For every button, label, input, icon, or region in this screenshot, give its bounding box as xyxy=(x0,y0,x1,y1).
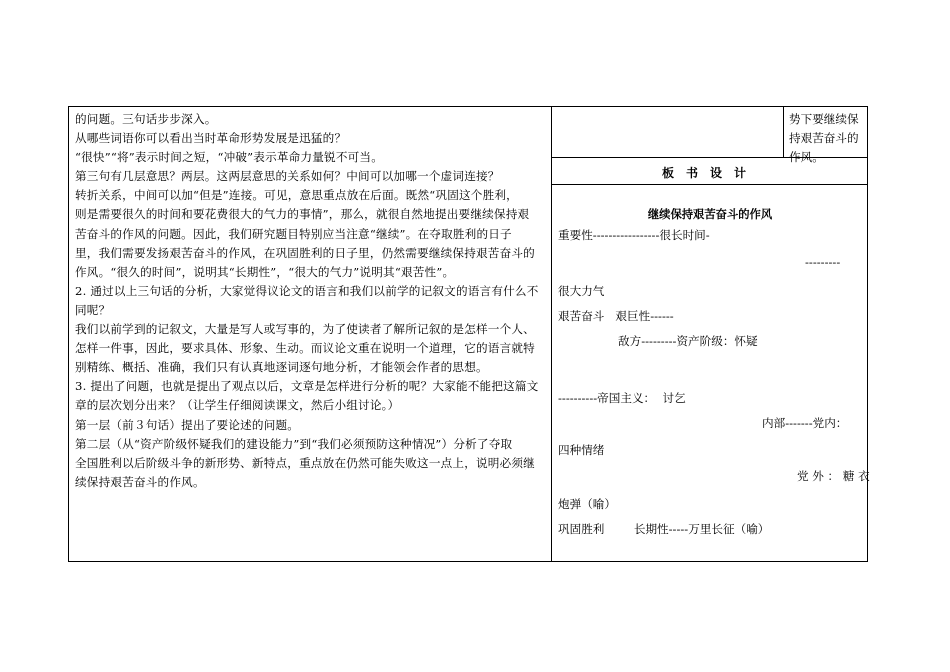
lesson-line: 别精练、概括、准确，我们只有认真地逐词逐句地分析，才能领会作者的思想。 xyxy=(75,360,488,375)
lesson-line: 续保持艰苦奋斗的作风。 xyxy=(75,474,205,489)
row-divider-2 xyxy=(552,184,868,185)
lesson-notes xyxy=(75,110,545,492)
lesson-line: 作风。“很久的时间”，说明其“长期性”，“很大的气力”说明其“艰苦性”。 xyxy=(75,264,455,279)
board-title: 继续保持艰苦奋斗的作风 xyxy=(647,208,773,221)
lesson-line: “很快”“将”表示时间之短，“冲破”表示革命力量锐不可当。 xyxy=(75,150,384,165)
lesson-line: 怎样一件事，因此，要求具体、形象、生动。而议论文重在说明一个道理，它的语言就特 xyxy=(75,341,535,356)
right-top-cell xyxy=(789,110,865,167)
board-line-1: 重要性-----------------很长时间- xyxy=(558,228,710,242)
lesson-line: 我们以前学到的记叙文，大量是写人或写事的，为了使读者了解所记叙的是怎样一个人、 xyxy=(75,322,535,337)
lesson-line: 苦奋斗的作风的问题。因此，我们研究题目特别应当注意“继续”。在夺取胜利的日子 xyxy=(75,226,512,241)
lesson-line: 第一层（前３句话）提出了要论述的问题。 xyxy=(75,417,300,432)
lesson-line: 里，我们需要发扬艰苦奋斗的作风，在巩固胜利的日子里，仍然需要继续保持艰苦奋斗的 xyxy=(75,245,535,260)
board-line-11: 巩固胜利 长期性-----万里长征（喻） xyxy=(558,522,770,536)
lesson-line: 全国胜利以后阶级斗争的新形势、新特点，重点放在仍然可能失败这一点上，说明必须继 xyxy=(75,455,535,470)
board-line-3: 很大力气 xyxy=(558,284,605,298)
lesson-line: 则是需要很久的时间和要花费很大的气力的事情”，那么，就很自然地提出要继续保持艰 xyxy=(75,207,530,222)
board-heading: 板书设计 xyxy=(661,166,758,180)
lesson-line: 同呢？ xyxy=(75,302,111,317)
lesson-line: 第三句有几层意思？两层。这两层意思的关系如何？中间可以加哪一个虚词连接？ xyxy=(75,169,500,184)
board-line-9: 党 外 ： 糖 衣 xyxy=(797,469,870,483)
board-line-4: 艰苦奋斗 艰巨性------ xyxy=(558,309,674,323)
right-top-line: 作风。 xyxy=(789,150,824,165)
board-line-5: 敌方---------资产阶级：怀疑 xyxy=(618,334,758,348)
lesson-line: 的问题。三句话步步深入。 xyxy=(75,112,217,126)
board-line-8: 四种情绪 xyxy=(558,443,605,457)
cell-divider xyxy=(783,107,784,157)
board-line-7: 内部-------党内： xyxy=(762,416,848,430)
lesson-line: 章的层次划分出来？（让学生仔细阅读课文，然后小组讨论。） xyxy=(75,398,400,413)
lesson-line: 第二层（从“资产阶级怀疑我们的建设能力”到“我们必须预防这种情况”）分析了夺取 xyxy=(75,436,513,451)
lesson-line: 从哪些词语你可以看出当时革命形势发展是迅猛的？ xyxy=(75,131,347,146)
lesson-table xyxy=(68,106,868,562)
board-line-10: 炮弹（喻） xyxy=(558,497,616,511)
right-top-line: 持艰苦奋斗的 xyxy=(789,131,859,146)
lesson-line: 转折关系，中间可以加“但是”连接。可见，意思重点放在后面。既然“巩固这个胜利， xyxy=(75,188,518,203)
board-line-2: --------- xyxy=(805,255,841,269)
board-line-6: ----------帝国主义： 讨乞 xyxy=(558,391,686,405)
lesson-line: 3. 提出了问题，也就是提出了观点以后，文章是怎样进行分析的呢？大家能不能把这篇文 xyxy=(75,379,539,394)
right-top-line: 势下要继续保 xyxy=(789,112,859,126)
lesson-line: 2. 通过以上三句话的分析，大家觉得议论文的语言和我们以前学的记叙文的语言有什么不 xyxy=(75,283,539,298)
